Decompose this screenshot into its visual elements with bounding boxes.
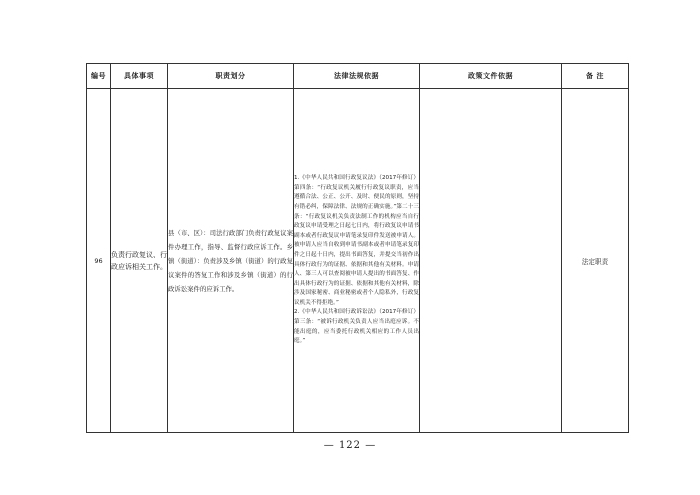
legal-basis-clause-1: 1.《中华人民共和国行政复议法》（2017年修订）第四条：“行政复议机关履行行政复议职责，应当遵循合法、公正、公开、及时、便民的原则，坚持有错必纠，保障法律、法规的正确实施。”第二十三条：“行政复议机关负责法制工作的机构应当自行政复议申请受理之日起七日内，将行政复议申请书副本或者行政复议申请笔录复印件发送被申请人。被申请人应当自收到申请书副本或者申请笔录复印件之日起十日内，提出书面答复，并提交当初作出具体行政行为的证据、依据和其他有关材料。申请人、第三人可以查阅被申请人提出的书面答复、作出具体行政行为的证据、依据和其他有关材料，除涉及国家秘密、商业秘密或者个人隐私外，行政复议机关不得拒绝。”: [294, 175, 419, 306]
table-header-row: [87, 64, 629, 89]
page-number: — 122 —: [323, 440, 377, 451]
row-duty-division: 县（市、区）：司法行政部门负责行政复议案件办理工作，指导、监督行政应诉工作。乡镇（街道）：负责涉及乡镇（街道）的行政复议案件的答复工作和涉及乡镇（街道）的行政诉讼案件的应诉工作。: [168, 89, 294, 433]
header-specific-item: 具体事项: [111, 64, 168, 89]
table-row: [87, 89, 629, 433]
responsibility-table: [86, 63, 629, 433]
legal-basis-clause-2: 2.《中华人民共和国行政诉讼法》（2017年修订）第三条：“被诉行政机关负责人应当出庭应诉。不能出庭的，应当委托行政机关相应的工作人员出庭。”: [294, 309, 419, 345]
header-policy-basis: 政策文件依据: [420, 64, 562, 89]
row-legal-basis: [294, 89, 420, 433]
row-specific-item: 负责行政复议、行政应诉相关工作。: [111, 89, 168, 433]
row-remarks: 法定职责: [562, 89, 629, 433]
header-remarks: 备 注: [562, 64, 629, 89]
row-number: 96: [87, 89, 111, 433]
header-duty-division: 职责划分: [168, 64, 294, 89]
header-legal-basis: 法律法规依据: [294, 64, 420, 89]
row-policy-basis: [420, 89, 562, 433]
header-number: 编号: [87, 64, 111, 89]
